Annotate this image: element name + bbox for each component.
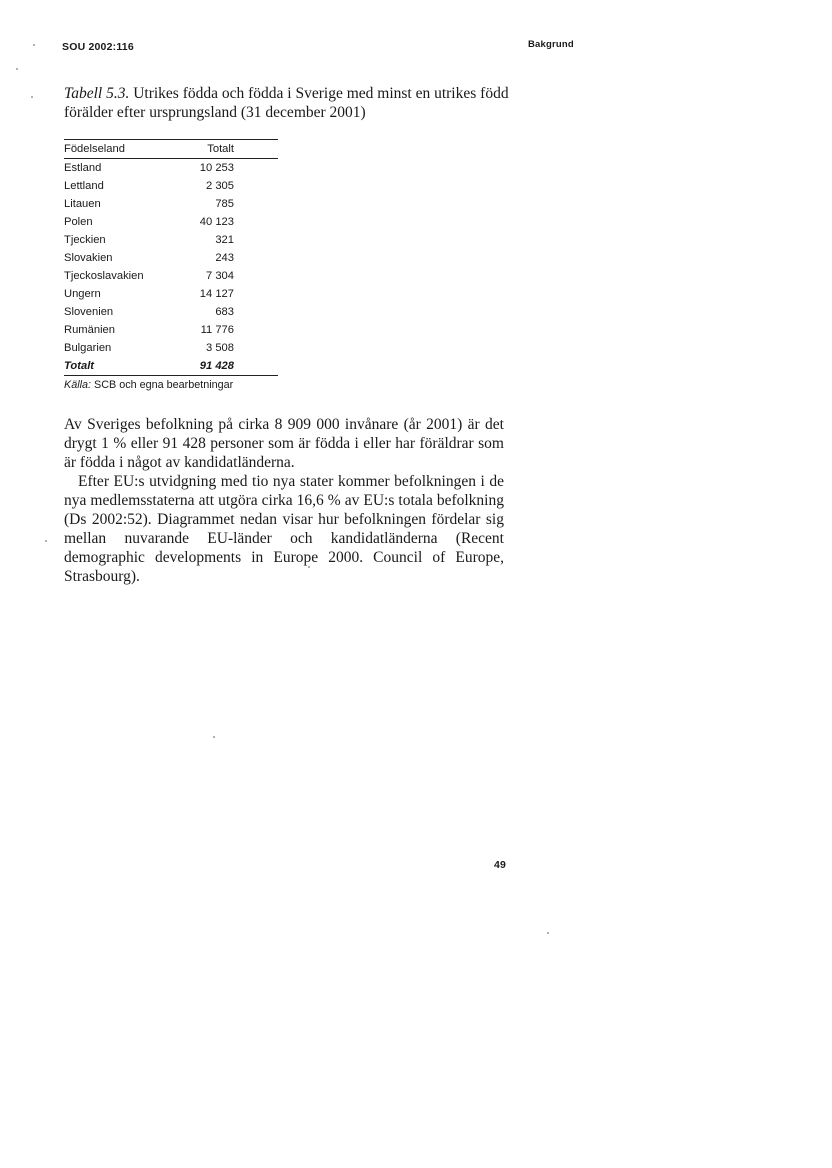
scan-speck (31, 96, 33, 98)
scan-speck (213, 736, 215, 738)
table-source-text: SCB och egna bearbetningar (91, 379, 234, 391)
table-row (64, 231, 278, 249)
table-cell-total: 785 (215, 198, 234, 210)
table-cell-total: 7 304 (206, 270, 234, 282)
table-cell-country: Litauen (64, 198, 101, 210)
table-cell-total: 3 508 (206, 342, 234, 354)
table-row (64, 159, 278, 178)
table-cell-total: 2 305 (206, 180, 234, 192)
table-row (64, 339, 278, 357)
column-header-total: Totalt (172, 140, 278, 159)
table-row (64, 249, 278, 267)
table-row (64, 303, 278, 321)
table-block (64, 139, 278, 391)
table-cell-country: Lettland (64, 180, 104, 192)
table-cell-total: 683 (215, 306, 234, 318)
scan-speck (547, 932, 549, 934)
table-cell-total: 11 776 (200, 324, 234, 336)
table-cell-country: Estland (64, 162, 102, 174)
table-cell-country: Bulgarien (64, 342, 112, 354)
table-cell-total: 10 253 (199, 162, 234, 174)
scan-speck (308, 566, 310, 568)
running-header-right: Bakgrund (528, 39, 574, 50)
scan-speck (16, 68, 18, 70)
table-bottom-rule (64, 375, 278, 376)
table-row (64, 285, 278, 303)
table-cell-total: 40 123 (199, 216, 234, 228)
table-total-value: 91 428 (199, 360, 234, 372)
data-table (64, 140, 278, 375)
paragraph-2: Efter EU:s utvidgning med tio nya stater kommer befolkningen i de nya medlemsstaterna att utgöra cirka 16,6 % av EU:s totala befolkning (Ds 2002:52). Diagrammet nedan visar hur befolkningen fördelar sig mellan nuvarande EU-länder och kandidatländerna (Recent demographic developments in Europe 2000. Council of Europe, Strasbourg). (64, 473, 504, 585)
table-header-row (64, 140, 278, 159)
body-text (64, 415, 504, 586)
table-total-label: Totalt (64, 360, 95, 372)
table-cell-country: Slovenien (64, 306, 114, 318)
table-row (64, 195, 278, 213)
page-number: 49 (494, 859, 507, 871)
table-caption (64, 84, 514, 122)
table-total-row (64, 357, 278, 375)
table-cell-total: 14 127 (199, 288, 234, 300)
column-header-country: Födelseland (64, 140, 172, 159)
table-cell-country: Rumänien (64, 324, 115, 336)
table-row (64, 267, 278, 285)
table-cell-total: 243 (215, 252, 234, 264)
table-row (64, 321, 278, 339)
table-source-label: Källa: (64, 379, 92, 391)
table-cell-country: Polen (64, 216, 93, 228)
table-cell-country: Tjeckien (64, 234, 106, 246)
table-cell-country: Tjeckoslavakien (64, 270, 144, 282)
scan-speck (33, 44, 35, 46)
table-source (64, 379, 278, 391)
table-row (64, 177, 278, 195)
table-caption-label: Tabell 5.3. (64, 85, 130, 102)
running-header-left: SOU 2002:116 (62, 41, 134, 53)
table-row (64, 213, 278, 231)
paragraph-1: Av Sveriges befolkning på cirka 8 909 000 invånare (år 2001) är det drygt 1 % eller 91 428 personer som är födda i eller har föräldrar som är födda i något av kandidatländerna. (64, 416, 504, 471)
table-cell-country: Slovakien (64, 252, 113, 264)
table-caption-text: Utrikes födda och födda i Sverige med minst en utrikes född förälder efter ursprungsland (31 december 2001) (64, 85, 509, 121)
table-cell-total: 321 (215, 234, 234, 246)
scan-speck (45, 540, 47, 542)
table-cell-country: Ungern (64, 288, 101, 300)
